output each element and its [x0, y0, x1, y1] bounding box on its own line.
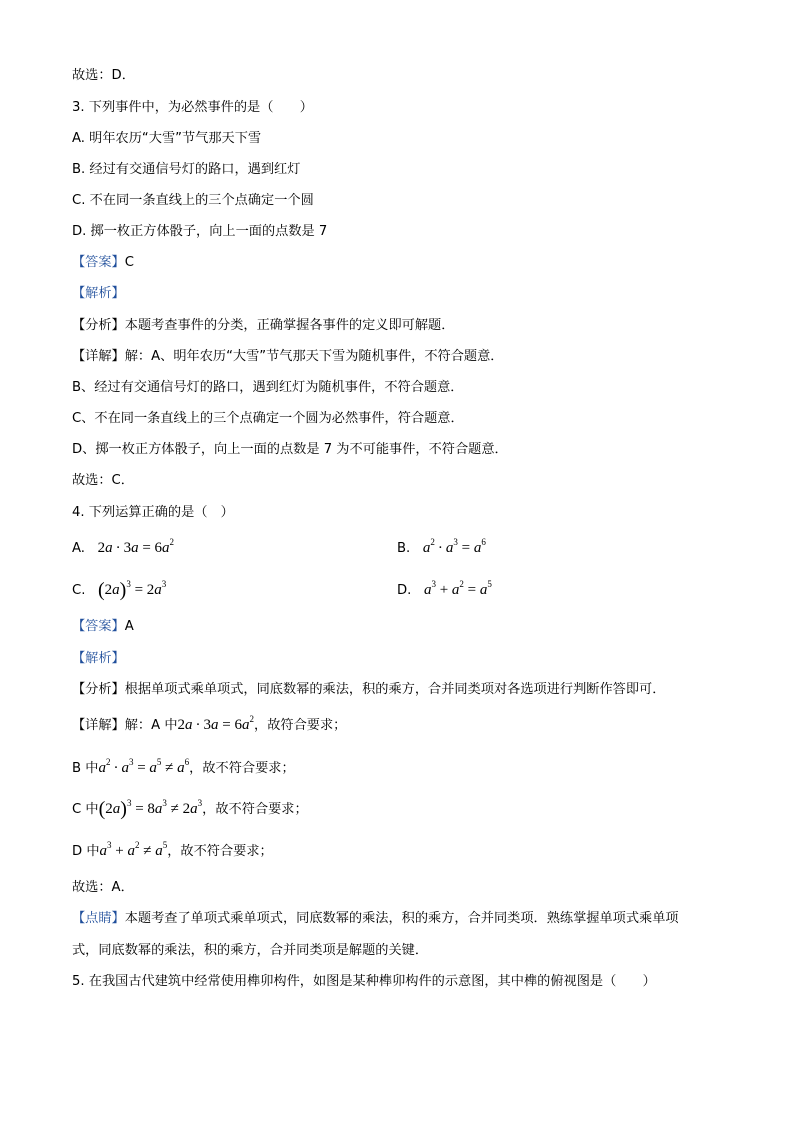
- question-3-answer: [72, 255, 134, 271]
- answer-tag: 【答案】: [72, 255, 125, 270]
- analysis-text: 本题考查事件的分类，正确掌握各事件的定义即可解题．: [124, 318, 455, 333]
- detail-text: 解：A 中: [124, 718, 178, 733]
- question-3-analysis-heading: 【解析】: [72, 286, 125, 301]
- answer-value: A: [124, 619, 134, 634]
- detail-tag: 【详解】: [72, 718, 125, 733]
- question-5-stem: 5. 在我国古代建筑中经常使用榫卯构件，如图是某种榫卯构件的示意图，其中榫的俯视图是（ ）: [72, 974, 656, 989]
- detail-text: ，故不符合要求；: [167, 844, 273, 859]
- analysis-text: 根据单项式乘单项式，同底数幂的乘法，积的乘方，合并同类项对各选项进行判断作答即可．: [124, 682, 666, 697]
- question-4-option-c: [72, 579, 167, 601]
- question-4-stem: 4. 下列运算正确的是（ ）: [72, 505, 234, 520]
- option-label: B.: [397, 541, 411, 556]
- formula-detail-d: $a^3 + a^2 \ne a^5$: [99, 840, 168, 859]
- question-3-detail-b: B、经过有交通信号灯的路口，遇到红灯为随机事件，不符合题意．: [72, 380, 464, 395]
- question-4-comment-cont: 式，同底数幂的乘法，积的乘方，合并同类项是解题的关键．: [72, 943, 429, 958]
- question-3-option-a: A. 明年农历“大雪”节气那天下雪: [72, 131, 262, 146]
- detail-text: B 中: [72, 761, 99, 776]
- question-4-detail-c: [72, 798, 308, 820]
- question-4-detail-d: [72, 840, 273, 860]
- question-3-detail-c: C、不在同一条直线上的三个点确定一个圆为必然事件，符合题意．: [72, 411, 464, 426]
- formula-a: $2a \cdot 3a = 6a^2$: [97, 537, 175, 556]
- question-3-analysis: [72, 318, 454, 334]
- formula-c: $(2a)^3 = 2a^3$: [97, 579, 167, 601]
- detail-text: D 中: [72, 844, 100, 859]
- formula-detail-a: $2a \cdot 3a = 6a^2$: [177, 714, 255, 733]
- detail-text: 解：A、明年农历“大雪”节气那天下雪为随机事件，不符合题意．: [124, 349, 504, 364]
- answer-tag: 【答案】: [72, 619, 125, 634]
- question-3-option-b: B. 经过有交通信号灯的路口，遇到红灯: [72, 162, 301, 177]
- formula-detail-b: $a^2 \cdot a^3 = a^5 \ne a^6$: [98, 757, 190, 776]
- question-3-stem: 3. 下列事件中，为必然事件的是（ ）: [72, 100, 313, 115]
- question-4-option-b: [397, 537, 486, 557]
- question-3-choice: 故选：C．: [72, 473, 134, 488]
- question-4-option-a: [72, 537, 175, 557]
- question-4-answer: [72, 619, 134, 635]
- question-3-option-c: C. 不在同一条直线上的三个点确定一个圆: [72, 193, 314, 208]
- detail-tag: 【详解】: [72, 349, 125, 364]
- question-3-detail-d: D、掷一枚正方体骰子，向上一面的点数是 7 为不可能事件，不符合题意．: [72, 442, 508, 457]
- detail-text: ，故不符合要求；: [189, 761, 295, 776]
- question-4-detail-b: [72, 757, 295, 777]
- analysis-tag: 【分析】: [72, 318, 125, 333]
- option-label: A.: [72, 541, 85, 556]
- answer-value: C: [124, 255, 134, 270]
- comment-tag: 【点睛】: [72, 911, 125, 926]
- question-4-analysis-heading: 【解析】: [72, 651, 125, 666]
- question-4-choice: 故选：A．: [72, 880, 134, 895]
- detail-text: ，故不符合要求；: [202, 802, 308, 817]
- analysis-tag: 【分析】: [72, 682, 125, 697]
- formula-detail-c: $(2a)^3 = 8a^3 \ne 2a^3$: [98, 798, 203, 820]
- question-4-detail-a: [72, 714, 347, 734]
- option-label: C.: [72, 583, 86, 598]
- question-4-analysis: [72, 682, 665, 698]
- question-3-option-d: D. 掷一枚正方体骰子，向上一面的点数是 7: [72, 224, 328, 239]
- question-4-option-d: [397, 579, 492, 599]
- detail-text: ，故符合要求；: [254, 718, 347, 733]
- formula-d: $a^3 + a^2 = a^5$: [423, 579, 492, 598]
- comment-text: 本题考查了单项式乘单项式，同底数幂的乘法，积的乘方，合并同类项．熟练掌握单项式乘单项: [124, 911, 679, 926]
- question-4-comment: [72, 911, 679, 927]
- previous-answer-line: 故选：D．: [72, 68, 135, 83]
- detail-text: C 中: [72, 802, 99, 817]
- question-3-detail: [72, 349, 504, 365]
- option-label: D.: [397, 583, 412, 598]
- formula-b: $a^2 \cdot a^3 = a^6$: [422, 537, 486, 556]
